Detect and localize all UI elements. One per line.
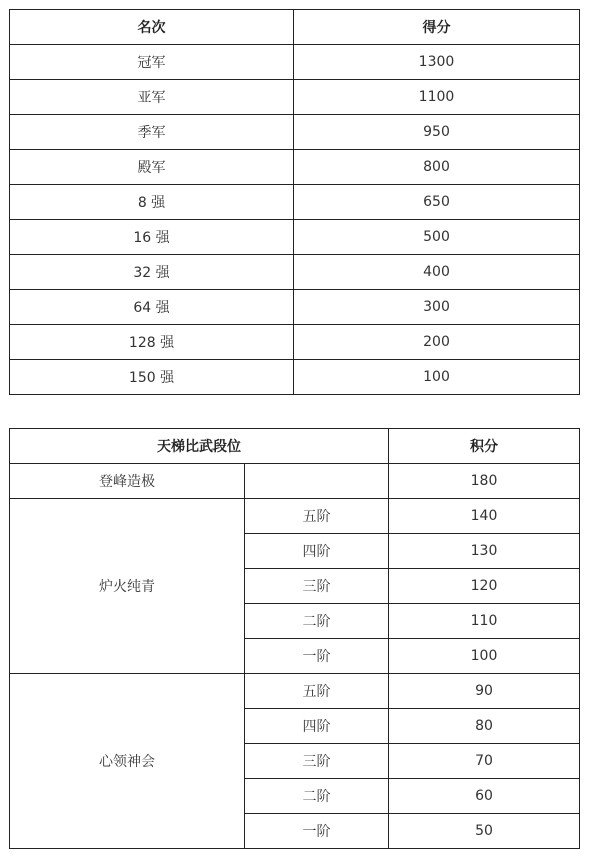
score-cell: 500: [294, 220, 580, 255]
tier-name-cell: 登峰造极: [10, 464, 245, 499]
rank-column-header: 名次: [10, 10, 294, 45]
rank-cell: 32 强: [10, 255, 294, 290]
rank-cell: 64 强: [10, 290, 294, 325]
score-cell: 300: [294, 290, 580, 325]
points-cell: 70: [389, 744, 580, 779]
table-row: [10, 185, 580, 220]
rank-cell: 亚军: [10, 80, 294, 115]
level-cell: 三阶: [245, 569, 389, 604]
points-cell: 110: [389, 604, 580, 639]
table-row: [10, 80, 580, 115]
points-cell: 80: [389, 709, 580, 744]
ladder-points-table: [9, 428, 580, 849]
rank-cell: 128 强: [10, 325, 294, 360]
score-cell: 1300: [294, 45, 580, 80]
level-cell: 二阶: [245, 779, 389, 814]
ladder-table-header-row: [10, 429, 580, 464]
rank-cell: 冠军: [10, 45, 294, 80]
points-cell: 130: [389, 534, 580, 569]
points-column-header: 积分: [389, 429, 580, 464]
level-cell: 四阶: [245, 534, 389, 569]
rank-table-header-row: [10, 10, 580, 45]
score-cell: 650: [294, 185, 580, 220]
table-row: [10, 325, 580, 360]
level-cell: 五阶: [245, 499, 389, 534]
rank-cell: 150 强: [10, 360, 294, 395]
score-cell: 1100: [294, 80, 580, 115]
rank-cell: 16 强: [10, 220, 294, 255]
points-cell: 120: [389, 569, 580, 604]
rank-cell: 殿军: [10, 150, 294, 185]
points-cell: 140: [389, 499, 580, 534]
level-cell: 三阶: [245, 744, 389, 779]
rank-score-table: [9, 9, 580, 395]
score-cell: 800: [294, 150, 580, 185]
table-row: [10, 360, 580, 395]
level-cell: 一阶: [245, 814, 389, 849]
score-cell: 100: [294, 360, 580, 395]
level-cell: 五阶: [245, 674, 389, 709]
rank-cell: 8 强: [10, 185, 294, 220]
score-column-header: 得分: [294, 10, 580, 45]
table-row: [10, 464, 580, 499]
score-cell: 400: [294, 255, 580, 290]
score-cell: 200: [294, 325, 580, 360]
table-row: [10, 674, 580, 709]
points-cell: 60: [389, 779, 580, 814]
level-cell: 一阶: [245, 639, 389, 674]
tier-name-cell: 炉火纯青: [10, 499, 245, 674]
table-row: [10, 290, 580, 325]
tier-name-cell: 心领神会: [10, 674, 245, 849]
points-cell: 100: [389, 639, 580, 674]
table-row: [10, 255, 580, 290]
rank-cell: 季军: [10, 115, 294, 150]
level-cell-empty: [245, 464, 389, 499]
points-cell: 180: [389, 464, 580, 499]
level-cell: 四阶: [245, 709, 389, 744]
score-cell: 950: [294, 115, 580, 150]
table-row: [10, 115, 580, 150]
table-row: [10, 499, 580, 534]
points-cell: 50: [389, 814, 580, 849]
table-row: [10, 220, 580, 255]
level-cell: 二阶: [245, 604, 389, 639]
tier-column-header: 天梯比武段位: [10, 429, 389, 464]
points-cell: 90: [389, 674, 580, 709]
table-row: [10, 150, 580, 185]
table-row: [10, 45, 580, 80]
